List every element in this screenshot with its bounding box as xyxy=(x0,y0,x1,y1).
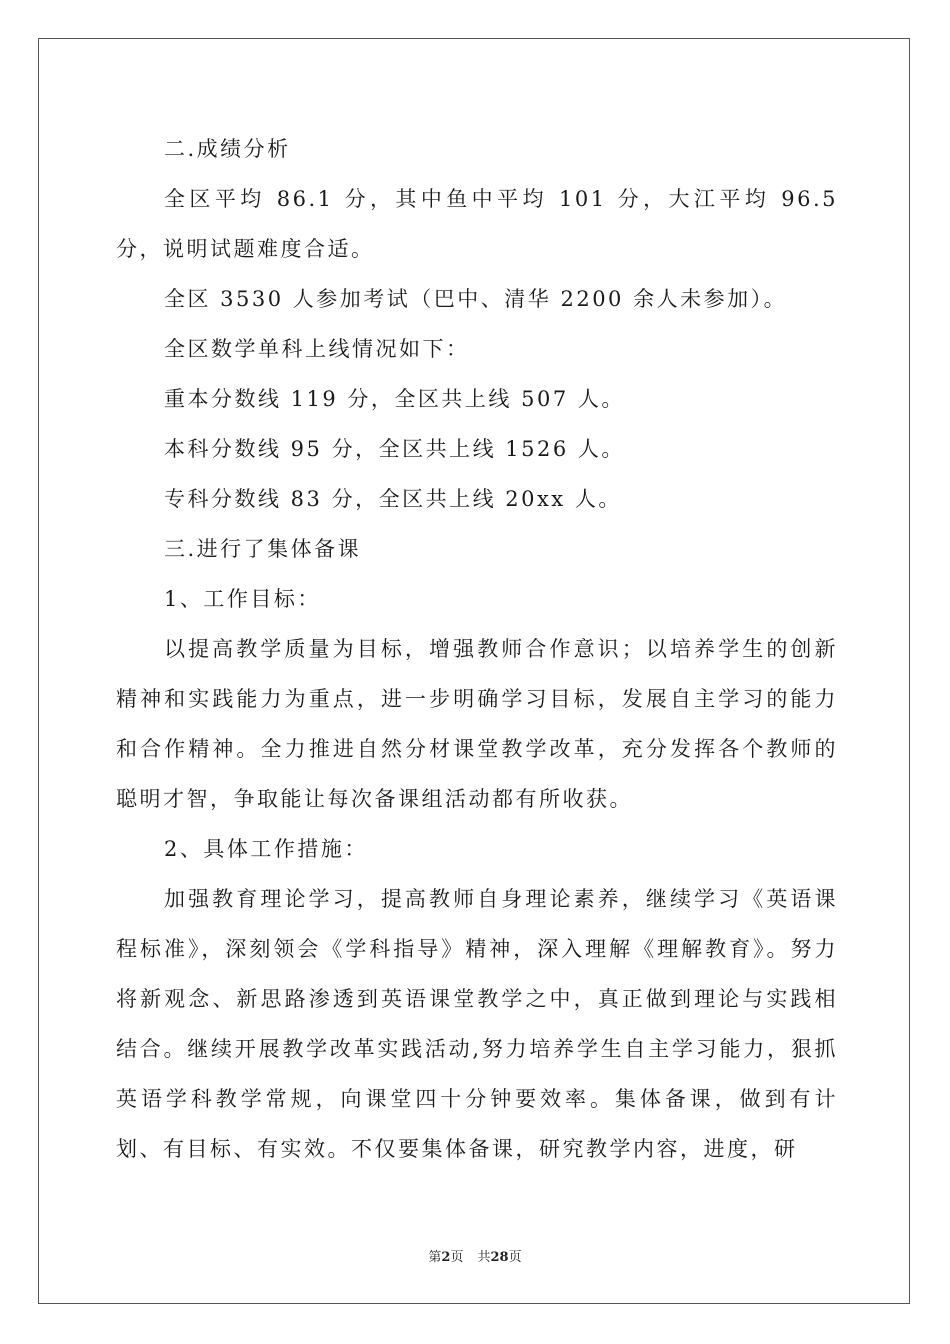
subheading-work-measures: 2、具体工作措施： xyxy=(164,837,368,861)
footer-page-suffix: 页 xyxy=(450,1250,464,1265)
paragraph-math-passline-intro: 全区数学单科上线情况如下： xyxy=(164,337,470,361)
footer-total-prefix: 共 xyxy=(477,1250,491,1265)
footer-total-suffix: 页 xyxy=(508,1250,522,1265)
paragraph-undergrad-line: 本科分数线 95 分，全区共上线 1526 人。 xyxy=(164,437,625,461)
paragraph-participants: 全区 3530 人参加考试（巴中、清华 2200 余人未参加）。 xyxy=(164,287,788,311)
footer-page-prefix: 第 xyxy=(428,1250,442,1265)
section-heading-score-analysis: 二.成绩分析 xyxy=(164,137,291,161)
footer-page-number: 2 xyxy=(441,1250,451,1265)
paragraph-key-university-line: 重本分数线 119 分，全区共上线 507 人。 xyxy=(164,387,625,411)
page-footer xyxy=(0,1246,950,1265)
subheading-work-goals: 1、工作目标： xyxy=(164,587,321,611)
paragraph-work-measures: 加强教育理论学习，提高教师自身理论素养，继续学习《英语课程标准》，深刻领会《学科指导》精神，深入理解《理解教育》。努力将新观念、新思路渗透到英语课堂教学之中，真正做到理论与实践相结合。继续开展教学改革实践活动,努力培养学生自主学习能力，狠抓英语学科教学常规，向课堂四十分钟要效率。集体备课，做到有计划、有目标、有实效。不仅要集体备课，研究教学内容，进度，研 xyxy=(116,887,838,1161)
paragraph-average-scores: 全区平均 86.1 分，其中鱼中平均 101 分，大江平均 96.5 分，说明试题难度合适。 xyxy=(116,187,838,261)
paragraph-college-line: 专科分数线 83 分，全区共上线 20xx 人。 xyxy=(164,487,622,511)
footer-total-pages: 28 xyxy=(490,1250,509,1265)
document-body xyxy=(116,124,838,1174)
section-heading-collective-prep: 三.进行了集体备课 xyxy=(164,537,362,561)
paragraph-work-goals: 以提高教学质量为目标，增强教师合作意识；以培养学生的创新精神和实践能力为重点，进一步明确学习目标，发展自主学习的能力和合作精神。全力推进自然分材课堂教学改革，充分发挥各个教师的聪明才智，争取能让每次备课组活动都有所收获。 xyxy=(116,637,838,811)
